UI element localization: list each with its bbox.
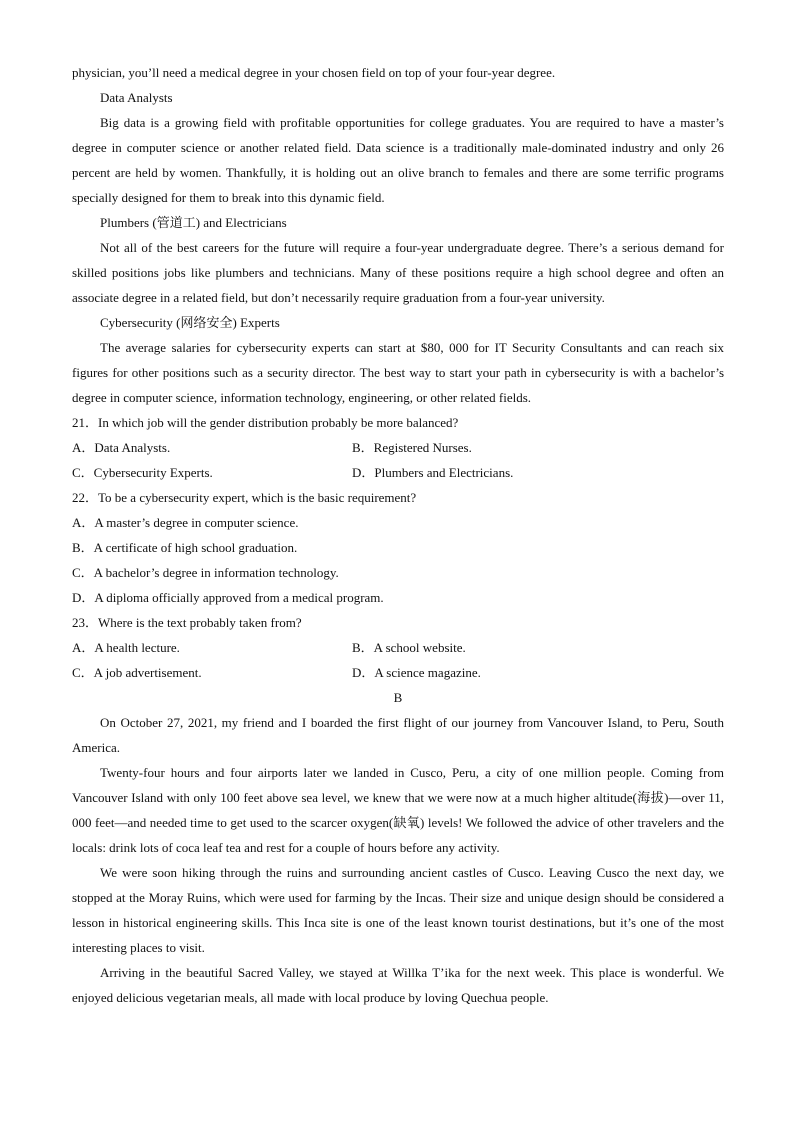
passage-b-paragraph-1: On October 27, 2021, my friend and I boarded the first flight of our journey from Vancouver Island, to Peru, South America. (72, 715, 724, 755)
question-23-option-c: C．A job advertisement. (72, 665, 202, 680)
question-23-option-b: B．A school website. (352, 640, 466, 655)
document-page (72, 60, 724, 1010)
section-b-heading: B (393, 690, 403, 705)
heading-cybersecurity-experts: Cybersecurity (网络安全) Experts (100, 315, 280, 330)
passage-a-paragraph-2: Not all of the best careers for the future will require a four-year undergraduate degree. There’s a serious demand for skilled positions jobs like plumbers and technicians. Many of these positions require a high school degree and often an associate degree in a related field, but don’t necessarily require graduation from a four-year university. (72, 240, 724, 305)
question-23 (72, 610, 724, 685)
question-23-option-a: A．A health lecture. (72, 640, 180, 655)
passage-b-paragraph-3: We were soon hiking through the ruins and surrounding ancient castles of Cusco. Leaving Cusco the next day, we stopped at the Moray Ruins, which were used for farming by the Incas. Their size and unique design should be considered a lesson in historical engineering skills. This Inca site is one of the least known tourist destinations, but it’s one of the most interesting places to visit. (72, 865, 724, 955)
passage-a-paragraph-1: Big data is a growing field with profitable opportunities for college graduates. You are required to have a master’s degree in computer science or another related field. Data science is a traditionally male-dominated industry and only 26 percent are held by women. Thankfully, it is holding out an olive branch to females and there are some terrific programs specially designed for them to break into this dynamic field. (72, 115, 724, 205)
heading-data-analysts: Data Analysts (100, 90, 173, 105)
question-22-stem: 22．To be a cybersecurity expert, which is the basic requirement? (72, 490, 417, 505)
question-23-options-row-1 (72, 635, 724, 660)
passage-b-paragraph-2: Twenty-four hours and four airports later we landed in Cusco, Peru, a city of one million people. Coming from Vancouver Island with only 100 feet above sea level, we knew that we were now at a much higher altitude(海拔)—over 11, 000 feet—and needed time to get used to the scarcer oxygen(缺氧) levels! We followed the advice of other travelers and the locals: drink lots of coca leaf tea and rest for a couple of hours before any activity. (72, 765, 724, 855)
question-21-options-row-2 (72, 460, 724, 485)
question-21-option-d: D．Plumbers and Electricians. (352, 465, 514, 480)
question-21-option-a: A．Data Analysts. (72, 440, 171, 455)
question-22-option-d: D．A diploma officially approved from a medical program. (72, 590, 384, 605)
question-21 (72, 410, 724, 485)
passage-a-paragraph-3: The average salaries for cybersecurity experts can start at $80, 000 for IT Security Consultants and can reach six figures for other positions such as a security director. The best way to start your path in cybersecurity is with a bachelor’s degree in computer science, information technology, engineering, or other related fields. (72, 340, 724, 405)
question-22 (72, 485, 724, 610)
question-23-stem: 23．Where is the text probably taken from? (72, 615, 302, 630)
passage-a-paragraph-0: physician, you’ll need a medical degree in your chosen field on top of your four-year degree. (72, 65, 556, 80)
question-22-option-a: A．A master’s degree in computer science. (72, 515, 299, 530)
question-21-options-row-1 (72, 435, 724, 460)
question-21-stem: 21．In which job will the gender distribution probably be more balanced? (72, 415, 459, 430)
question-22-option-b: B．A certificate of high school graduation. (72, 540, 298, 555)
question-23-options-row-2 (72, 660, 724, 685)
question-21-option-c: C．Cybersecurity Experts. (72, 465, 213, 480)
question-21-option-b: B．Registered Nurses. (352, 440, 472, 455)
passage-b-paragraph-4: Arriving in the beautiful Sacred Valley, we stayed at Willka T’ika for the next week. This place is wonderful. We enjoyed delicious vegetarian meals, all made with local produce by loving Quechua people. (72, 965, 724, 1005)
heading-plumbers-electricians: Plumbers (管道工) and Electricians (100, 215, 287, 230)
question-23-option-d: D．A science magazine. (352, 665, 481, 680)
question-22-option-c: C．A bachelor’s degree in information technology. (72, 565, 339, 580)
